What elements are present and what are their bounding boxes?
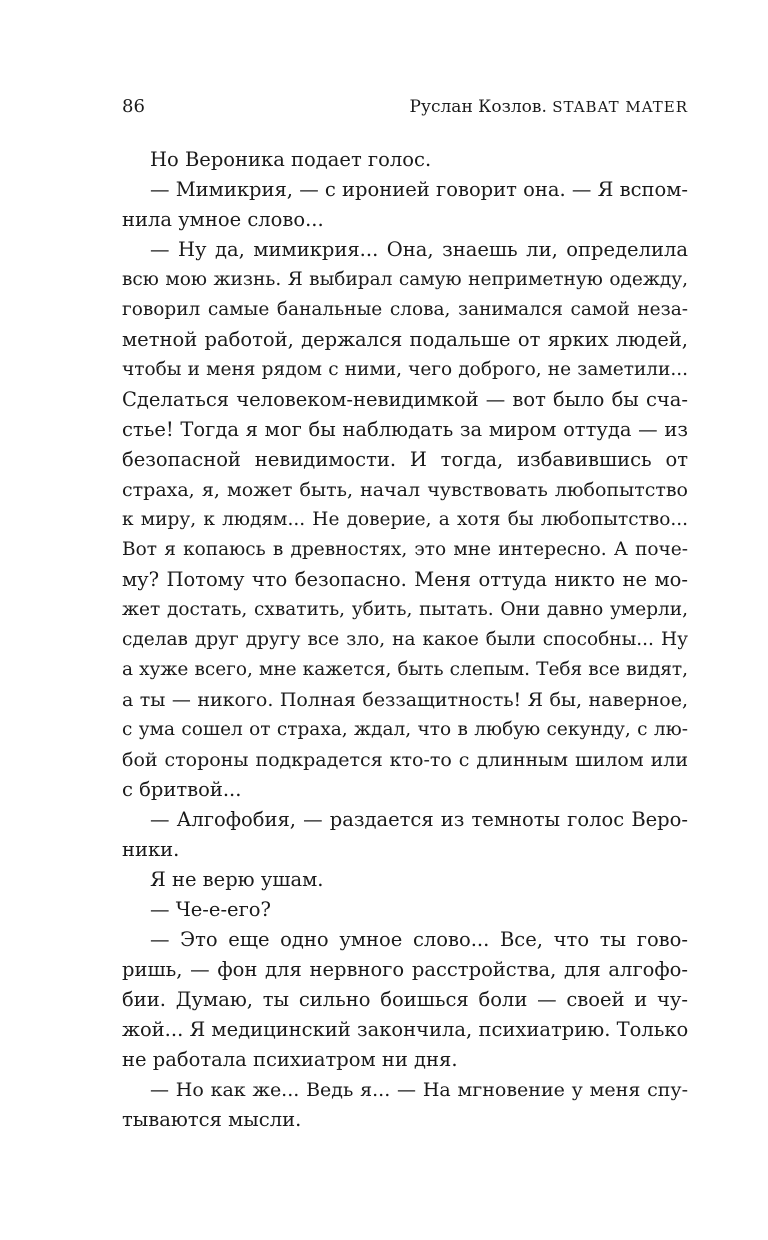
text-line: Вот я копаюсь в древностях, это мне интересно. А поче- bbox=[122, 539, 688, 560]
page-header bbox=[122, 93, 688, 121]
text-line: сделав друг другу все зло, на какое были способны... Ну bbox=[122, 629, 688, 650]
text-line: чтобы и меня рядом с ними, чего доброго, не заметили... bbox=[122, 359, 688, 380]
text-line: а ты — никого. Полная беззащитность! Я бы, наверное, bbox=[122, 689, 688, 711]
text-line: нила умное слово... bbox=[122, 208, 324, 231]
text-line: а хуже всего, мне кажется, быть слепым. Тебя все видят, bbox=[122, 659, 688, 680]
page-number: 86 bbox=[122, 96, 145, 117]
text-line: метной работой, держался подальше от ярких людей, bbox=[122, 328, 688, 351]
text-line: безопасной невидимости. И тогда, избавившись от bbox=[122, 448, 688, 471]
text-line: бии. Думаю, ты сильно боишься боли — своей и чу- bbox=[122, 988, 688, 1011]
body-text bbox=[122, 145, 688, 1135]
text-line: ники. bbox=[122, 838, 180, 861]
running-head-author: Руслан Козлов. bbox=[409, 97, 547, 117]
running-head bbox=[410, 93, 688, 121]
text-line: тываются мысли. bbox=[122, 1108, 302, 1131]
text-line: с бритвой... bbox=[122, 778, 242, 801]
text-line: — Че-е-его? bbox=[150, 898, 271, 921]
text-line: Но Вероника подает голос. bbox=[150, 148, 432, 171]
text-line: с ума сошел от страха, ждал, что в любую секунду, с лю- bbox=[122, 719, 688, 740]
text-line: всю мою жизнь. Я выбирал самую неприметную одежду, bbox=[122, 269, 688, 290]
text-line: — Это еще одно умное слово... Все, что ты гово- bbox=[150, 928, 688, 951]
running-head-title: STABAT MATER bbox=[552, 98, 688, 116]
text-line: — Мимикрия, — с иронией говорит она. — Я вспом- bbox=[150, 178, 688, 201]
text-line: жой... Я медицинский закончила, психиатрию. Только bbox=[122, 1018, 689, 1041]
text-line: к миру, к людям... Не доверие, а хотя бы любопытство... bbox=[122, 509, 688, 530]
text-line: — Алгофобия, — раздается из темноты голос Веро- bbox=[150, 808, 688, 831]
text-line: говорил самые банальные слова, занимался самой неза- bbox=[122, 299, 688, 320]
text-line: му? Потому что безопасно. Меня оттуда никто не мо- bbox=[122, 568, 688, 591]
text-line: жет достать, схватить, убить, пытать. Они давно умерли, bbox=[122, 599, 688, 620]
text-line: не работала психиатром ни дня. bbox=[122, 1048, 458, 1071]
text-line: страха, я, может быть, начал чувствовать любопытство bbox=[122, 479, 688, 501]
text-line: бой стороны подкрадется кто-то с длинным шилом или bbox=[122, 749, 688, 771]
text-line: ришь, — фон для нервного расстройства, для алгофо- bbox=[122, 958, 688, 981]
text-line: — Но как же... Ведь я... — На мгновение у меня спу- bbox=[150, 1079, 688, 1101]
text-line: — Ну да, мимикрия... Она, знаешь ли, определила bbox=[150, 238, 688, 261]
text-line: Я не верю ушам. bbox=[150, 868, 324, 891]
text-line: Сделаться человеком-невидимкой — вот было бы сча- bbox=[122, 388, 688, 411]
text-line: стье! Тогда я мог бы наблюдать за миром оттуда — из bbox=[122, 418, 688, 441]
